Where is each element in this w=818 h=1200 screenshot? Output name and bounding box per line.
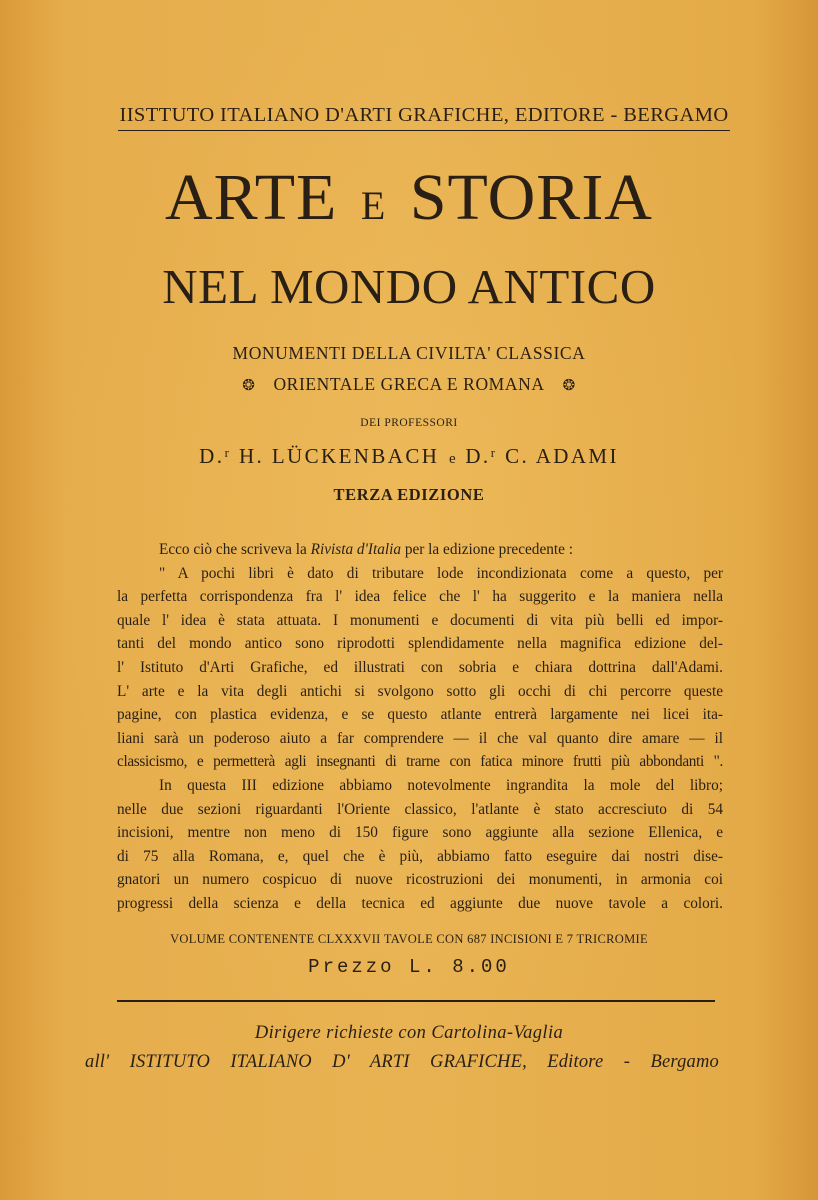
authors-line [0, 444, 818, 469]
author-2: D.ʳ C. ADAMI [465, 444, 619, 468]
intro-text-end: per la edizione precedente : [404, 541, 573, 558]
title-conjunction: E [360, 183, 387, 228]
quote-paragraph [117, 562, 723, 774]
main-title [0, 160, 818, 236]
intro-text: Ecco ciò che scriveva la [159, 541, 307, 558]
subtitle-main: NEL MONDO ANTICO [162, 259, 656, 314]
text-line: gnatori un numero cospicuo di nuove ricostruzioni dei monumenti, in armonia coi [117, 871, 723, 889]
title-part2: STORIA [409, 161, 653, 234]
divider [117, 1000, 715, 1002]
text-line: L' arte e la vita degli antichi si svolgono sotto gli occhi di chi percorre queste [117, 682, 723, 700]
edition-paragraph [117, 774, 723, 916]
text-line: In questa III edizione abbiamo notevolmente ingrandita la mole del libro; [159, 776, 723, 794]
text-line: classicismo, e permetterà agli insegnanti di trarne con fatica minore frutti più abbondanti ". [117, 753, 723, 771]
intro-paragraph [117, 538, 723, 562]
price-label: Prezzo L. 8.00 [308, 956, 510, 978]
volume-line: VOLUME CONTENENTE CLXXXVII TAVOLE CON 687 INCISIONI E 7 TRICROMIE [170, 932, 648, 946]
text-line: nelle due sezioni riguardanti l'Oriente classico, l'atlante è stato accresciuto di 54 [117, 800, 723, 818]
subtitle-line-2: ORIENTALE GRECA E ROMANA [273, 374, 545, 394]
text-line: tanti del mondo antico sono riprodotti splendidamente nella magnifica edizione del- [117, 635, 723, 653]
footer-line-1: Dirigere richieste con Cartolina-Vaglia [254, 1023, 564, 1043]
text-line: quale l' idea è stata attuata. I monumenti e documenti di vita più belli ed impor- [117, 611, 723, 629]
body-text [117, 538, 723, 916]
text-line: incisioni, mentre non meno di 150 figure sono aggiunte alla sezione Ellenica, e [117, 824, 723, 842]
text-line: di 75 alla Romana, e, quel che è più, abbiamo fatto eseguire dai nostri dise- [117, 847, 723, 865]
author-1: D.ʳ H. LÜCKENBACH [199, 444, 440, 468]
authors-conjunction: e [448, 451, 456, 467]
text-line: la perfetta corrispondenza fra l' idea felice che l' ha suggerito e la maniera nella [117, 588, 723, 606]
text-line: l' Istituto d'Arti Grafiche, ed illustrati con sobria e chiara dottrina dall'Adami. [117, 658, 723, 676]
text-line: pagine, con plastica evidenza, e se questo atlante entrerà largamente nei licei ita- [117, 706, 723, 724]
ornament-icon: ❂ [242, 378, 256, 394]
publisher-line: IISTTUTO ITALIANO D'ARTI GRAFICHE, EDITORE - BERGAMO [118, 104, 730, 131]
ornament-icon: ❂ [562, 378, 576, 394]
text-line: liani sarà un poderoso aiuto a far comprendere — il che val quanto dire amare — il [117, 729, 723, 747]
intro-line [117, 538, 723, 562]
title-part1: ARTE [165, 161, 338, 234]
footer-line-2: all' ISTITUTO ITALIANO D' ARTI GRAFICHE, Editore - Bergamo [85, 1052, 719, 1072]
edition-label: TERZA EDIZIONE [333, 485, 485, 504]
subtitle-line-1: MONUMENTI DELLA CIVILTA' CLASSICA [232, 343, 586, 363]
text-line: " A pochi libri è dato di tributare lode incondizionata come a questo, per [159, 564, 723, 582]
subtitle-line-2-row [0, 374, 818, 395]
journal-name: Rivista d'Italia [310, 541, 401, 558]
professors-label: DEI PROFESSORI [360, 417, 458, 429]
text-line: progressi della scienza e della tecnica ed aggiunte due nuove tavole a colori. [117, 894, 723, 912]
